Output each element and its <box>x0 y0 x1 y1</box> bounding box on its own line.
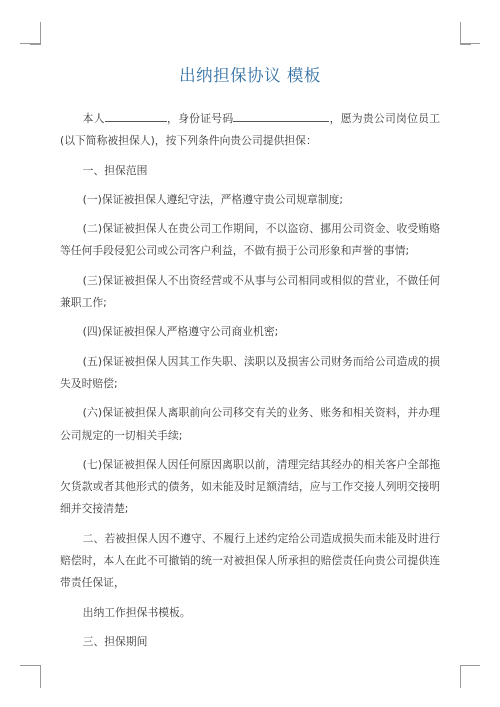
clause-2: (二)保证被担保人在贵公司工作期间，不以盗窃、挪用公司资金、收受贿赂等任何手段侵犯公司或公司客户利益，不做有损于公司形象和声誉的事情; <box>60 222 440 258</box>
id-number-blank[interactable] <box>233 109 329 122</box>
crop-mark-bottom-right-line <box>460 665 480 666</box>
document-body <box>60 108 440 660</box>
crop-mark-top-right <box>460 22 471 45</box>
crop-mark-bottom-left-line <box>20 665 40 666</box>
clause-7: (七)保证被担保人因任何原因离职以前，清理完结其经办的相关客户全部拖欠货款或者其他形式的债务，如未能及时足额清结，应与工作交接人列明交接明细并交接清楚; <box>60 457 440 516</box>
intro-prefix: 本人 <box>82 112 105 125</box>
crop-mark-top-right-line <box>460 43 480 44</box>
clause-4: (四)保证被担保人严格遵守公司商业机密; <box>82 325 279 339</box>
crop-mark-top-left-line <box>20 43 40 44</box>
clause-1: (一)保证被担保人遵纪守法，严格遵守贵公司规章制度; <box>82 192 344 206</box>
crop-mark-bottom-left <box>30 665 41 688</box>
name-blank[interactable] <box>105 109 167 122</box>
intro-suffix: ，愿为贵公司岗位员工(以下简称被担保人)，按下列条件向贵公司提供担保： <box>60 112 441 148</box>
clause-3: (三)保证被担保人不出资经营或不从事与公司相同或相似的营业，不做任何兼职工作; <box>60 273 440 310</box>
section-two-paragraph: 二、若被担保人因不遵守、不履行上述约定给公司造成损失而未能及时进行赔偿时，本人在此不可撤销的统一对被担保人所承担的赔偿责任向贵公司提供连带责任保证， <box>60 531 440 590</box>
clause-6: (六)保证被担保人离职前向公司移交有关的业务、账务和相关资料，并办理公司规定的一切相关手续; <box>60 406 440 442</box>
template-note: 出纳工作担保书模板。 <box>82 605 191 619</box>
crop-mark-bottom-right <box>460 665 471 688</box>
section-heading-period: 三、担保期间 <box>82 634 148 648</box>
document-title: 出纳担保协议 模板 <box>179 66 321 85</box>
section-heading-scope: 一、担保范围 <box>82 163 148 177</box>
intro-middle: ，身份证号码 <box>166 112 234 125</box>
clause-5: (五)保证被担保人因其工作失职、渎职以及损害公司财务而给公司造成的损失及时赔偿; <box>60 354 440 390</box>
crop-mark-top-left <box>30 22 41 45</box>
intro-paragraph <box>60 108 440 153</box>
